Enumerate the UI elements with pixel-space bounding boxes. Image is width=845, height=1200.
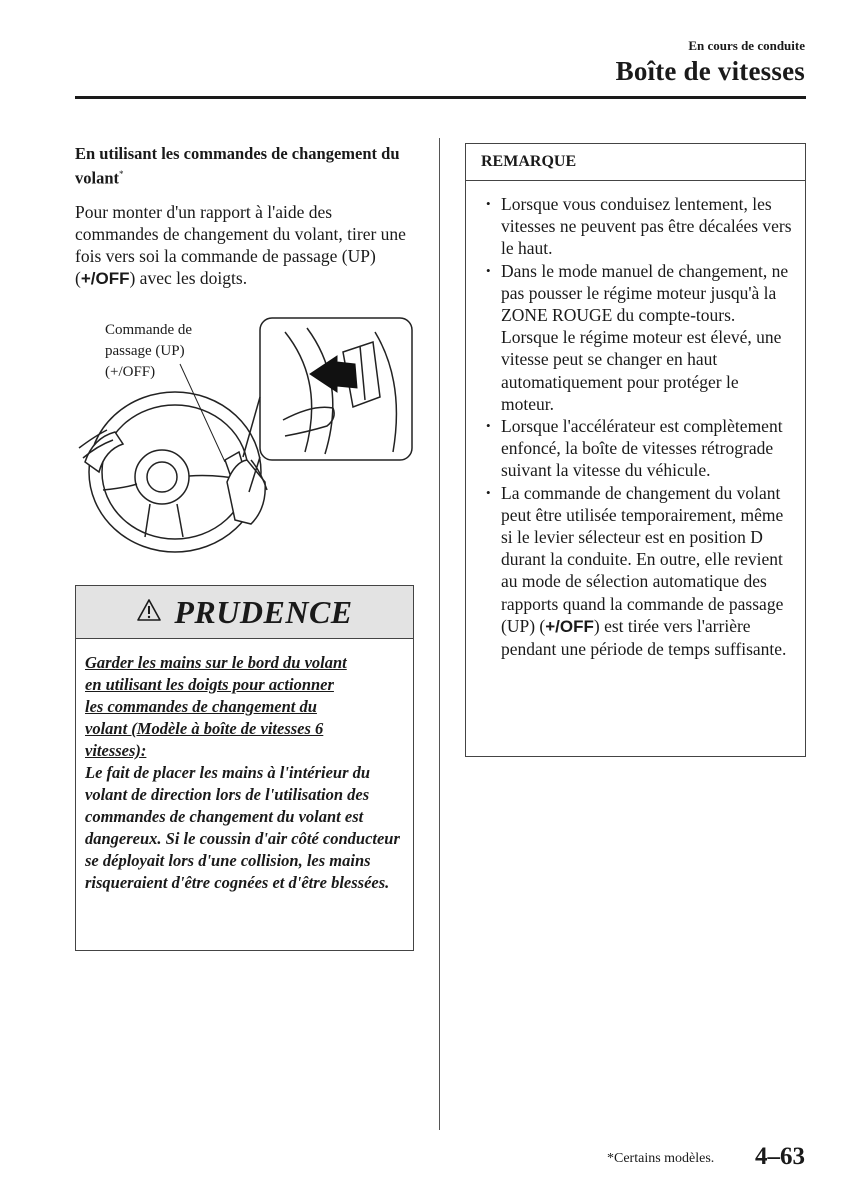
caution-line: les commandes de changement du: [85, 697, 317, 716]
callout-line: passage (UP): [105, 343, 185, 359]
footnote-mark: *: [119, 169, 124, 179]
callout-line: Commande de: [105, 322, 193, 338]
remark-title: REMARQUE: [466, 144, 805, 181]
section-heading: [75, 143, 420, 189]
remark-item: [486, 482, 793, 661]
caution-line: volant (Modèle à boîte de vitesses 6: [85, 719, 324, 738]
caution-text: Le fait de placer les mains à l'intérieur du volant de direction lors de l'utilisation des commandes de changement du volant est dangereux. Si le coussin d'air côté conducteur se déployait lors d'une collision, les mains risqueraient d'être cognées et d'être blessées.: [85, 763, 400, 892]
instruction-paragraph: [75, 201, 420, 291]
remark-item: • Lorsque vous conduisez lentement, les vitesses ne peuvent pas être décalées vers le haut.: [486, 193, 793, 260]
key-label: +/OFF: [80, 269, 130, 289]
remark-item-text: ) est tirée vers l'arrière pendant une période de temps suffisante.: [501, 615, 787, 660]
warning-triangle-icon: [136, 598, 162, 627]
remark-item: • Dans le mode manuel de changement, ne pas pousser le régime moteur jusqu'à la ZONE ROUGE du compte-tours. Lorsque le régime moteur est élevé, une vitesse peut se changer en haut automatiquement pour protéger le moteur.: [486, 260, 793, 415]
page-title: Boîte de vitesses: [615, 56, 805, 86]
caution-header: [76, 586, 413, 639]
section-label: En cours de conduite: [688, 38, 805, 53]
key-label: +/OFF: [545, 616, 594, 636]
left-column: [75, 143, 420, 291]
page-number: 4–63: [755, 1143, 805, 1170]
caution-line: en utilisant les doigts pour actionner: [85, 675, 334, 694]
header-rule: [75, 96, 806, 99]
caution-box: [75, 585, 414, 951]
section-heading-text: En utilisant les commandes de changement du volant: [75, 144, 400, 188]
steering-wheel-illustration: [75, 312, 420, 572]
instruction-text-end: ) avec les doigts.: [129, 268, 248, 289]
remark-item-text: La commande de changement du volant peut être utilisée temporairement, même si le levier sélecteur est en position D durant la conduite. En outre, elle revient au mode de sélection automatique des rapports quand la commande de passage (UP) (: [501, 482, 784, 636]
caution-line: Garder les mains sur le bord du volant: [85, 653, 347, 672]
callout-line: (+/OFF): [105, 364, 156, 380]
remark-item: • Lorsque l'accélérateur est complètement enfoncé, la boîte de vitesses rétrograde suivant la vitesse du véhicule.: [486, 415, 793, 482]
instruction-text-start: Pour monter d'un rapport à l'aide des commandes de changement du volant, tirer une fois vers soi la commande de passage (UP) (: [75, 201, 406, 289]
caution-title: PRUDENCE: [174, 593, 353, 630]
remark-box: [465, 143, 806, 757]
caution-body: [76, 639, 413, 894]
footnote: *Certains modèles.: [607, 1151, 715, 1166]
steering-wheel-drawing: [75, 312, 420, 572]
remark-list: [466, 181, 805, 660]
column-divider: [439, 138, 440, 1130]
caution-line: vitesses):: [85, 741, 147, 760]
